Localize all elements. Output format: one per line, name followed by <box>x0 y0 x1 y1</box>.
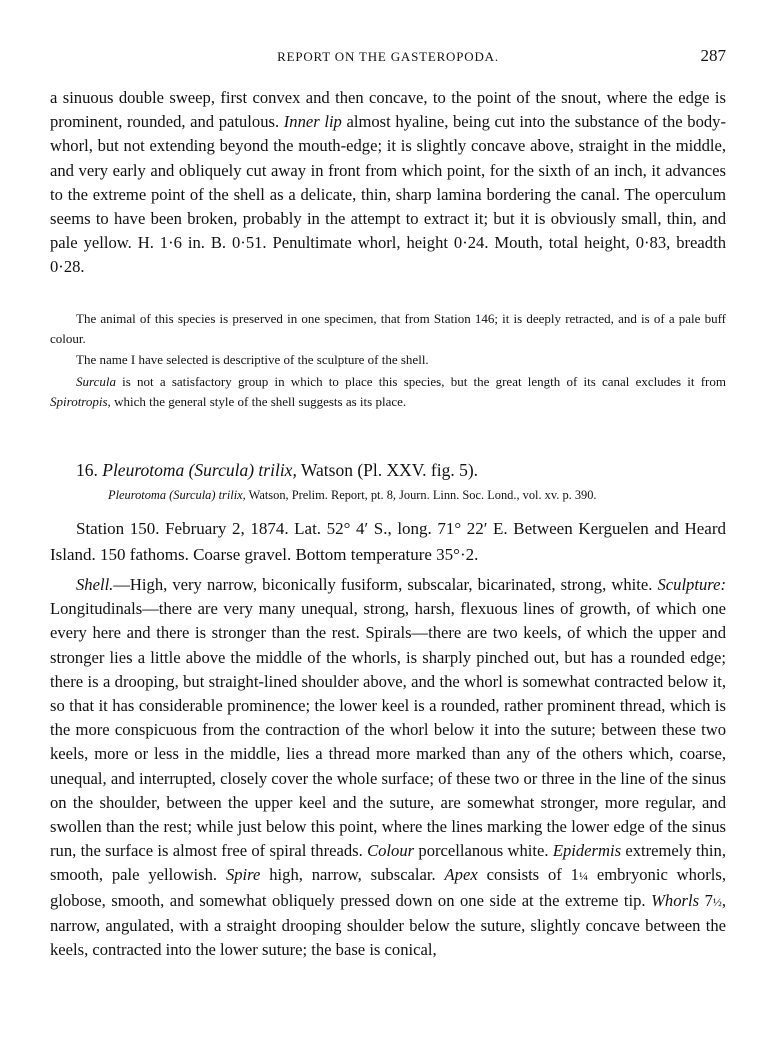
species-author-plate: Watson (Pl. XXV. fig. 5). <box>300 460 479 480</box>
label-colour: Colour <box>367 841 415 861</box>
paragraph-description-continued <box>50 86 726 280</box>
term-inner-lip: Inner lip <box>283 112 342 132</box>
apex-fraction: ¼ <box>578 869 588 884</box>
text-span: embryonic whorls, globose, smooth, and somewhat obliquely pressed down on one side at the extreme tip. <box>50 865 727 910</box>
text-span: which the general style of the shell suggests as its place. <box>114 394 407 409</box>
station-paragraph: Station 150. February 2, 1874. Lat. 52° 4′ S., long. 71° 22′ E. Between Kerguelen and Heard Island. 150 fathoms. Coarse gravel. Bottom temperature 35°·2. <box>50 519 726 564</box>
label-sculpture: Sculpture: <box>657 575 726 594</box>
species-citation <box>108 486 726 504</box>
citation-name: Pleurotoma (Surcula) trilix, <box>108 488 246 502</box>
species-number: 16. <box>76 460 98 480</box>
text-span: high, narrow, subscalar. <box>269 865 436 885</box>
label-shell: Shell. <box>76 575 114 594</box>
label-epidermis: Epidermis <box>552 841 622 861</box>
label-whorls: Whorls <box>651 890 700 910</box>
text-span: Longitudinals—there are very many unequal, strong, harsh, flexuous lines of growth, of which one every here and there is stronger than the rest. Spirals—there are two keels, of which the upper and stronger lies a little above the middle of the whorls, is sharply pinched out, but has a rounded edge; there is a drooping, but straight-lined shoulder above, and the whorl is somewhat contracted below it, so that it has considerable prominence; the lower keel is a rounded, rather prominent thread, which is the more conspicuous from the contraction of the whorl below it into the suture; between these two keels, more or less in the middle, lies a thread more marked than any of the others which, coarse, unequal, and interrupted, closely cover the whole surface; of these two or three in the line of the sinus on the shoulder, between the upper keel and the suture, are somewhat stronger, more regular, and swollen than the rest; while just below this point, where the lines marking the lower edge of the sinus run, the surface is almost free of spiral threads. <box>50 599 726 861</box>
shell-description <box>50 573 726 962</box>
text-span: almost hyaline, being cut into the substance of the body-whorl, but not extending beyond the mouth-edge; it is slightly concave above, straight in the middle, and very early and obliquely cut away in front from which point, for the sixth of an inch, it advances to the extreme point of the shell as a delicate, thin, sharp lamina bordering the canal. The operculum seems to have been broken, probably in the attempt to extract it; but it is obviously small, thin, and pale yellow. H. 1·6 in. B. 0·51. Penultimate whorl, height 0·24. Mouth, total height, 0·83, breadth 0·28. <box>50 112 726 277</box>
citation-text: Watson, Prelim. Report, pt. 8, Journ. Linn. Soc. Lond., vol. xv. p. 390. <box>248 488 597 502</box>
whorls-fraction: ½ <box>712 894 722 909</box>
label-apex: Apex <box>444 865 478 885</box>
page-header <box>50 46 726 68</box>
note-surcula <box>50 372 726 412</box>
note-name: The name I have selected is descriptive of the sculpture of the shell. <box>76 352 429 367</box>
species-heading <box>76 460 478 481</box>
text-span: is not a satisfactory group in which to place this species, but the great length of its canal excludes it from <box>122 374 726 389</box>
text-span: —High, very narrow, biconically fusiform, subscalar, bicarinated, strong, white. <box>113 575 653 594</box>
text-span: , narrow, angulated, with a straight drooping shoulder below the suture, slightly concave between the keels, contracted into the lower suture; the base is conical, <box>50 890 727 960</box>
page-number: 287 <box>700 46 726 65</box>
text-span: a sinuous double sweep, first convex and then concave, to the point of the snout, where the edge is prominent, rounded, and patulous. <box>50 88 726 132</box>
label-spire: Spire <box>225 865 261 885</box>
text-span: consists of 1 <box>486 865 579 885</box>
note-animal: The animal of this species is preserved in one specimen, that from Station 146; it is deeply retracted, and is of a pale buff colour. <box>50 311 726 346</box>
genus-spirotropis: Spirotropis, <box>50 394 111 409</box>
text-span: extremely thin, smooth, pale yellowish. <box>50 841 726 885</box>
whorls-count: 7 <box>704 890 713 910</box>
genus-surcula: Surcula <box>76 374 116 389</box>
running-title: REPORT ON THE GASTEROPODA. <box>277 49 499 64</box>
species-name: Pleurotoma (Surcula) trilix, <box>102 460 297 480</box>
text-span: porcellanous white. <box>418 841 549 861</box>
